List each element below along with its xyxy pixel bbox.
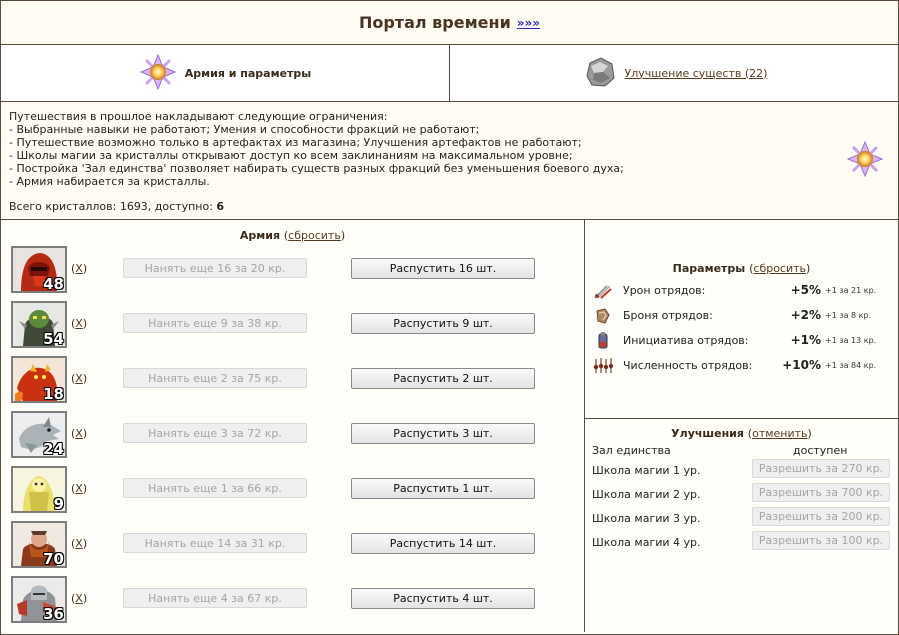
- red-hooded-warrior-icon[interactable]: [11, 246, 67, 293]
- param-cost[interactable]: +1 за 84 кр.: [825, 361, 877, 370]
- red-demon-icon[interactable]: [11, 356, 67, 403]
- param-row-army-size: [593, 357, 893, 375]
- unit-row: [11, 521, 571, 569]
- unit-row: [11, 356, 571, 404]
- info-line: - Армия набирается за кристаллы.: [9, 175, 210, 188]
- param-value: +5%: [790, 283, 821, 297]
- army-header: Армия (сбросить): [239, 229, 346, 242]
- dismiss-button[interactable]: Распустить 9 шт.: [351, 313, 535, 334]
- unit-count: 9: [53, 495, 64, 513]
- param-label: Урон отрядов:: [623, 284, 706, 297]
- army-reset-link[interactable]: сбросить: [288, 229, 341, 242]
- dismiss-button[interactable]: Распустить 3 шт.: [351, 423, 535, 444]
- remove-unit-link[interactable]: (X): [71, 427, 88, 440]
- magic-school-label: Школа магии 1 ур.: [592, 464, 701, 477]
- info-line: Путешествия в прошлое накладывают следующие ограничения:: [9, 110, 388, 123]
- unit-count: 36: [43, 605, 64, 623]
- dismiss-button[interactable]: Распустить 16 шт.: [351, 258, 535, 279]
- info-line: - Школы магии за кристаллы открывают доступ ко всем заклинаниям на максимальном уровне;: [9, 149, 573, 162]
- crystal-totals: [9, 200, 890, 213]
- unit-row: [11, 466, 571, 514]
- unit-count: 48: [43, 275, 64, 293]
- unit-count: 54: [43, 330, 64, 348]
- tab-army-params-label: Армия и параметры: [184, 66, 312, 80]
- magic-school-label: Школа магии 3 ур.: [592, 512, 701, 525]
- tab-army-params[interactable]: [1, 45, 449, 101]
- param-label: Инициатива отрядов:: [623, 334, 749, 347]
- allow-magic-school-button[interactable]: Разрешить за 100 кр.: [752, 531, 890, 550]
- right-column: [585, 220, 898, 632]
- dismiss-button[interactable]: Распустить 4 шт.: [351, 588, 535, 609]
- params-title: Параметры: [672, 262, 746, 275]
- hire-button[interactable]: Нанять еще 9 за 38 кр.: [123, 313, 307, 333]
- params-header: Параметры (сбросить): [672, 262, 811, 275]
- unit-row: [11, 576, 571, 624]
- initiative-icon: [593, 332, 613, 353]
- crystal-totals-text: Всего кристаллов: 1693, доступно:: [9, 200, 217, 213]
- info-line: - Путешествие возможно только в артефактах из магазина; Улучшения артефактов не работают;: [9, 136, 582, 149]
- param-row-damage: [593, 282, 893, 300]
- params-reset-link[interactable]: сбросить: [753, 262, 807, 275]
- header-more-link[interactable]: »»»: [516, 15, 541, 30]
- upgrades-panel: [585, 419, 898, 632]
- param-value: +1%: [790, 333, 821, 347]
- remove-unit-link[interactable]: (X): [71, 262, 88, 275]
- crystals-available: 6: [216, 200, 225, 213]
- param-cost[interactable]: +1 за 8 кр.: [825, 311, 872, 320]
- remove-unit-link[interactable]: (X): [71, 537, 88, 550]
- hire-button[interactable]: Нанять еще 2 за 75 кр.: [123, 368, 307, 388]
- unit-row: [11, 246, 571, 294]
- dismiss-button[interactable]: Распустить 14 шт.: [351, 533, 535, 554]
- restrictions-info: [1, 102, 898, 220]
- hire-button[interactable]: Нанять еще 1 за 66 кр.: [123, 478, 307, 498]
- remove-unit-link[interactable]: (X): [71, 482, 88, 495]
- unit-count: 24: [43, 440, 64, 458]
- hire-button[interactable]: Нанять еще 4 за 67 кр.: [123, 588, 307, 608]
- param-value: +2%: [790, 308, 821, 322]
- unit-row: [11, 301, 571, 349]
- upgrades-header: Улучшения (отменить): [671, 427, 812, 440]
- param-label: Численность отрядов:: [623, 359, 753, 372]
- param-label: Броня отрядов:: [623, 309, 713, 322]
- stone-icon: [581, 54, 617, 93]
- remove-unit-link[interactable]: (X): [71, 592, 88, 605]
- param-value: +10%: [782, 358, 821, 372]
- army-panel: [1, 220, 585, 632]
- tab-creature-upgrade-label[interactable]: Улучшение существ (22): [624, 66, 768, 80]
- tabs-bar: [1, 45, 898, 102]
- armor-icon: [593, 307, 613, 328]
- tab-creature-upgrade[interactable]: [449, 45, 898, 101]
- bottom-panels: [1, 220, 898, 632]
- info-line: - Постройка 'Зал единства' позволяет набирать существ разных фракций без уменьшения боевого духа;: [9, 162, 624, 175]
- hall-of-unity-label: Зал единства: [592, 444, 671, 457]
- param-cost[interactable]: +1 за 21 кр.: [825, 286, 877, 295]
- upgrades-title: Улучшения: [671, 427, 744, 440]
- param-row-armor: [593, 307, 893, 325]
- hire-button[interactable]: Нанять еще 3 за 72 кр.: [123, 423, 307, 443]
- armored-knight-icon[interactable]: [11, 576, 67, 623]
- remove-unit-link[interactable]: (X): [71, 317, 88, 330]
- hire-button[interactable]: Нанять еще 16 за 20 кр.: [123, 258, 307, 278]
- crystal-icon: [139, 53, 177, 94]
- unit-row: [11, 411, 571, 459]
- page-header: [1, 1, 898, 45]
- allow-magic-school-button[interactable]: Разрешить за 270 кр.: [752, 459, 890, 478]
- unit-count: 18: [43, 385, 64, 403]
- yellow-spirit-icon[interactable]: [11, 466, 67, 513]
- param-row-initiative: [593, 332, 893, 350]
- params-panel: [585, 220, 898, 419]
- upgrades-cancel-link[interactable]: отменить: [752, 427, 808, 440]
- param-cost[interactable]: +1 за 13 кр.: [825, 336, 877, 345]
- page-title: Портал времени: [358, 13, 511, 32]
- info-line: - Выбранные навыки не работают; Умения и способности фракций не работают;: [9, 123, 480, 136]
- crystal-icon: [846, 140, 884, 181]
- green-orc-icon[interactable]: [11, 301, 67, 348]
- hall-of-unity-status: доступен: [793, 444, 848, 457]
- dismiss-button[interactable]: Распустить 1 шт.: [351, 478, 535, 499]
- silver-dragon-icon[interactable]: [11, 411, 67, 458]
- hire-button[interactable]: Нанять еще 14 за 31 кр.: [123, 533, 307, 553]
- bearded-dwarf-icon[interactable]: [11, 521, 67, 568]
- army-size-icon: [593, 357, 615, 378]
- magic-school-label: Школа магии 2 ур.: [592, 488, 701, 501]
- remove-unit-link[interactable]: (X): [71, 372, 88, 385]
- allow-magic-school-button[interactable]: Разрешить за 200 кр.: [752, 507, 890, 526]
- damage-icon: [593, 282, 613, 303]
- army-title: Армия: [239, 229, 281, 242]
- unit-count: 70: [43, 550, 64, 568]
- dismiss-button[interactable]: Распустить 2 шт.: [351, 368, 535, 389]
- allow-magic-school-button[interactable]: Разрешить за 700 кр.: [752, 483, 890, 502]
- magic-school-label: Школа магии 4 ур.: [592, 536, 701, 549]
